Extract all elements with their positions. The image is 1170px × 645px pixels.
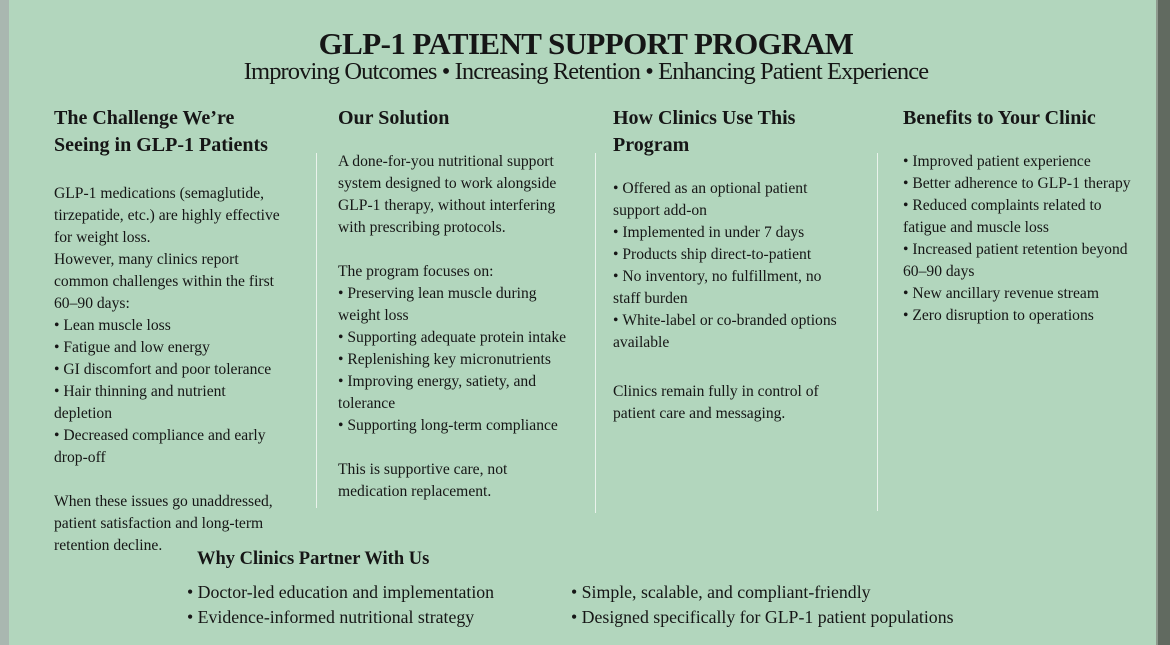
benefits-body [903,151,1131,327]
why-partner-item: • Evidence-informed nutritional strategy [187,605,494,630]
benefits-heading: Benefits to Your Clinic [903,107,1096,129]
right-frame-edge [1158,0,1170,645]
why-partner-list-left [187,580,494,630]
challenge-list-continuation: depletion [54,405,113,422]
challenge-closing-line: When these issues go unaddressed, [54,493,273,510]
benefits-list-item: • Reduced complaints related to [903,195,1131,217]
column-divider [595,153,596,513]
challenge-intro-line: for weight loss. [54,229,151,246]
how-list-continuation: staff burden [613,290,688,307]
benefits-list-continuation: fatigue and muscle loss [903,219,1049,236]
challenge-intro-line: GLP-1 medications (semaglutide, [54,185,265,202]
how-closing-line: Clinics remain fully in control of [613,383,819,400]
how-clinics-use-column [613,105,837,425]
challenge-closing-line: retention decline. [54,537,163,554]
solution-list [338,327,566,393]
solution-list [338,415,566,437]
solution-intro-line: with prescribing protocols. [338,219,506,236]
solution-body [338,151,566,503]
challenge-heading-line-1: The Challenge We’re [54,107,235,129]
solution-closing-line: medication replacement. [338,483,492,500]
how-list [613,178,837,200]
solution-intro-line: system designed to work alongside [338,175,557,192]
challenge-list-item: • Hair thinning and nutrient [54,381,280,403]
why-partner-list-right [571,580,954,630]
solution-intro-line: A done-for-you nutritional support [338,153,554,170]
how-list-item: • White-label or co-branded options [613,310,837,332]
benefits-list [903,283,1131,327]
benefits-column [903,105,1131,327]
solution-closing-line: This is supportive care, not [338,461,508,478]
challenge-list-continuation: drop-off [54,449,106,466]
solution-heading: Our Solution [338,107,450,129]
challenge-list-item: • Lean muscle loss [54,315,280,337]
benefits-list-item: • Improved patient experience [903,151,1131,173]
solution-list-item: • Preserving lean muscle during [338,283,566,305]
how-list-item: • No inventory, no fulfillment, no [613,266,837,288]
how-heading [613,105,837,159]
solution-column [338,105,566,503]
challenge-list-item: • Fatigue and low energy [54,337,280,359]
how-body [613,178,837,425]
benefits-list-item: • New ancillary revenue stream [903,283,1131,305]
challenge-list [54,425,280,447]
benefits-list-item: • Zero disruption to operations [903,305,1131,327]
challenge-intro-line: common challenges within the first [54,273,274,290]
why-partner-item: • Designed specifically for GLP-1 patient populations [571,605,954,630]
how-heading-line-2: Program [613,134,690,156]
why-partner-heading: Why Clinics Partner With Us [197,549,430,569]
how-list [613,310,837,332]
why-partner-item: • Simple, scalable, and compliant-friendly [571,580,954,605]
benefits-list-continuation: 60–90 days [903,263,975,280]
challenge-intro-line: However, many clinics report [54,251,239,268]
solution-list [338,283,566,305]
challenge-heading-line-2: Seeing in GLP-1 Patients [54,134,268,156]
how-list-continuation: available [613,334,670,351]
how-list [613,222,837,288]
how-list-item: • Offered as an optional patient [613,178,837,200]
column-divider [877,153,878,511]
how-list-item: • Implemented in under 7 days [613,222,837,244]
solution-list-continuation: tolerance [338,395,396,412]
challenge-intro-line: 60–90 days: [54,295,130,312]
challenge-column [54,105,280,557]
solution-intro-line: GLP-1 therapy, without interfering [338,197,556,214]
benefits-list-item: • Increased patient retention beyond [903,239,1131,261]
solution-list-item: • Replenishing key micronutrients [338,349,566,371]
left-frame-edge [0,0,9,645]
challenge-intro-line: tirzepatide, etc.) are highly effective [54,207,280,224]
challenge-list-item: • GI discomfort and poor tolerance [54,359,280,381]
how-list-continuation: support add-on [613,202,707,219]
challenge-list [54,315,280,403]
how-list-item: • Products ship direct-to-patient [613,244,837,266]
challenge-closing-line: patient satisfaction and long-term [54,515,264,532]
solution-list-continuation: weight loss [338,307,409,324]
challenge-body [54,183,280,557]
page-title: GLP-1 PATIENT SUPPORT PROGRAM [318,26,854,61]
benefits-list [903,239,1131,261]
solution-focus-label: The program focuses on: [338,263,494,280]
solution-list-item: • Supporting adequate protein intake [338,327,566,349]
benefits-list [903,151,1131,217]
challenge-list-item: • Decreased compliance and early [54,425,280,447]
solution-list-item: • Supporting long-term compliance [338,415,566,437]
challenge-heading [54,105,280,159]
how-heading-line-1: How Clinics Use This [613,107,796,129]
solution-list-item: • Improving energy, satiety, and [338,371,566,393]
why-partner-item: • Doctor-led education and implementation [187,580,494,605]
benefits-list-item: • Better adherence to GLP-1 therapy [903,173,1131,195]
how-closing-line: patient care and messaging. [613,405,786,422]
column-divider [316,153,317,508]
page-subtitle: Improving Outcomes • Increasing Retention • Enhancing Patient Experience [243,58,929,85]
